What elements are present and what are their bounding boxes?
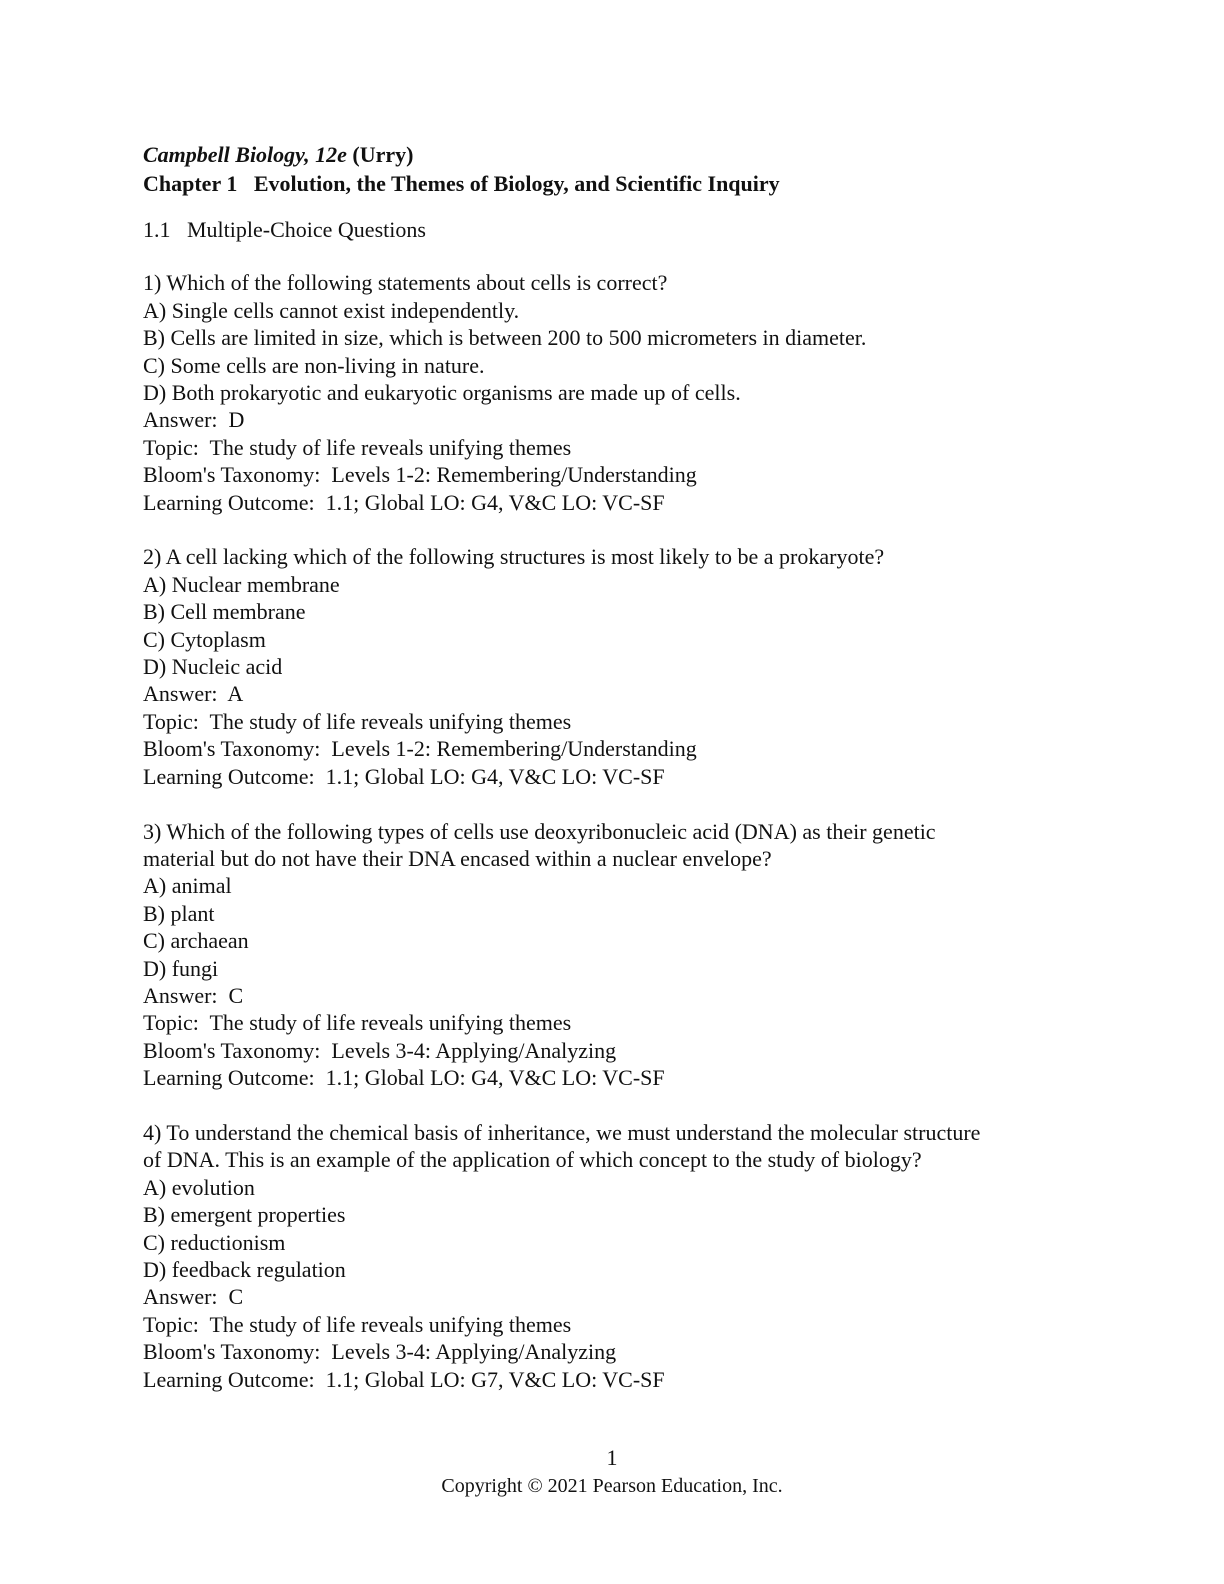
book-title-line [143,140,1083,169]
answer-option: D) fungi [143,955,219,981]
answer-option: B) emergent properties [143,1202,346,1228]
copyright-footer [0,1474,1224,1497]
answer-option: A) evolution [143,1174,255,1200]
section-heading: 1.1 Multiple-Choice Questions [143,217,426,242]
question-block [143,543,1083,790]
question-block [143,818,1083,1092]
question-stem: 4) To understand the chemical basis of inheritance, we must understand the molecular structure [143,1119,981,1145]
learning-outcome: Learning Outcome: 1.1; Global LO: G4, V&C LO: VC-SF [143,489,665,515]
learning-outcome: Learning Outcome: 1.1; Global LO: G4, V&C LO: VC-SF [143,1065,665,1091]
page-number: 1 [606,1445,618,1470]
answer-option: B) Cells are limited in size, which is between 200 to 500 micrometers in diameter. [143,325,867,351]
answer-option: D) feedback regulation [143,1256,346,1282]
learning-outcome: Learning Outcome: 1.1; Global LO: G4, V&C LO: VC-SF [143,763,665,789]
author: (Urry) [352,142,414,167]
question-stem-continued: material but do not have their DNA encased within a nuclear envelope? [143,845,772,871]
question-stem: 2) A cell lacking which of the following structures is most likely to be a prokaryote? [143,544,885,570]
topic: Topic: The study of life reveals unifying themes [143,708,572,734]
spacer [143,790,1083,817]
book-title: Campbell Biology, 12e [143,142,347,167]
question-stem-continued: of DNA. This is an example of the application of which concept to the study of biology? [143,1147,922,1173]
answer-option: A) Single cells cannot exist independently. [143,297,520,323]
topic: Topic: The study of life reveals unifying themes [143,434,572,460]
answer-option: B) plant [143,900,215,926]
question-stem: 3) Which of the following types of cells use deoxyribonucleic acid (DNA) as their genetic [143,818,936,844]
page-content [143,140,1083,1393]
answer-option: C) archaean [143,928,249,954]
blooms-taxonomy: Bloom's Taxonomy: Levels 1-2: Remembering/Understanding [143,462,697,488]
answer-option: D) Nucleic acid [143,654,283,680]
answer-key: Answer: C [143,982,244,1008]
blooms-taxonomy: Bloom's Taxonomy: Levels 3-4: Applying/Analyzing [143,1037,617,1063]
answer-key: Answer: D [143,407,245,433]
question-block [143,1119,1083,1393]
answer-option: C) Cytoplasm [143,626,266,652]
answer-option: A) Nuclear membrane [143,571,340,597]
spacer [143,516,1083,543]
answer-option: B) Cell membrane [143,599,306,625]
question-stem: 1) Which of the following statements about cells is correct? [143,270,668,296]
topic: Topic: The study of life reveals unifying themes [143,1311,572,1337]
learning-outcome: Learning Outcome: 1.1; Global LO: G7, V&C LO: VC-SF [143,1366,665,1392]
spacer [143,1092,1083,1119]
topic: Topic: The study of life reveals unifying themes [143,1010,572,1036]
blooms-taxonomy: Bloom's Taxonomy: Levels 3-4: Applying/Analyzing [143,1339,617,1365]
answer-key: Answer: C [143,1284,244,1310]
answer-option: C) Some cells are non-living in nature. [143,352,485,378]
question-block [143,269,1083,516]
answer-option: C) reductionism [143,1229,286,1255]
answer-option: A) animal [143,873,232,899]
chapter-title: Chapter 1 Evolution, the Themes of Biology, and Scientific Inquiry [143,171,780,196]
answer-key: Answer: A [143,681,244,707]
copyright-text: Copyright © 2021 Pearson Education, Inc. [441,1475,783,1497]
answer-option: D) Both prokaryotic and eukaryotic organisms are made up of cells. [143,380,741,406]
blooms-taxonomy: Bloom's Taxonomy: Levels 1-2: Remembering/Understanding [143,736,697,762]
